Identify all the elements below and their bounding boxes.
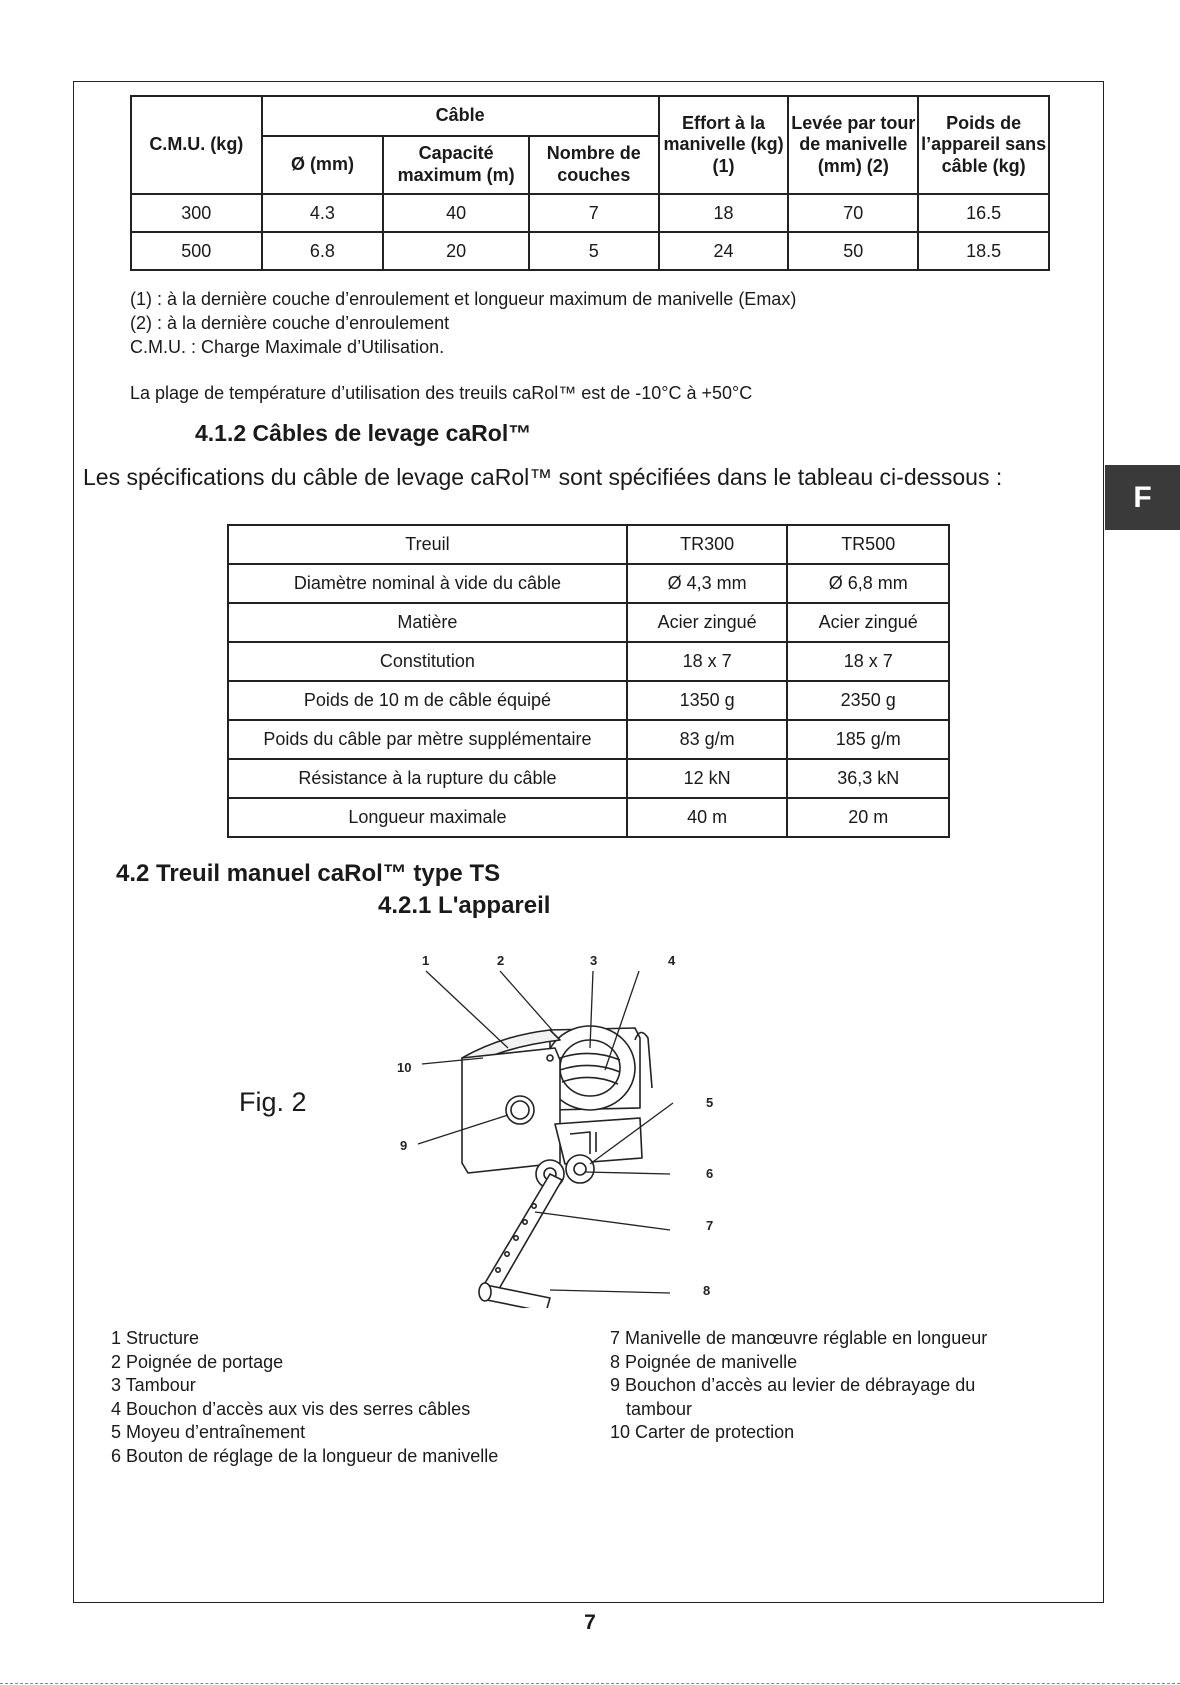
cell: 18 x 7: [787, 642, 949, 681]
callout-8: 8: [703, 1283, 711, 1298]
legend-right: [610, 1327, 987, 1445]
header-diameter: Ø (mm): [262, 136, 384, 194]
table-row: [131, 232, 1049, 270]
cell: Poids du câble par mètre supplémentaire: [228, 720, 627, 759]
note-cmu: C.M.U. : Charge Maximale d’Utilisation.: [130, 337, 445, 357]
legend-item: 8 Poignée de manivelle: [610, 1351, 798, 1372]
callout-9: 9: [400, 1138, 408, 1153]
legend-item: 6 Bouton de réglage de la longueur de manivelle: [111, 1445, 499, 1466]
cell: 185 g/m: [787, 720, 949, 759]
note-1: (1) : à la dernière couche d’enroulement et longueur maximum de manivelle (Emax): [130, 289, 797, 309]
cell: Résistance à la rupture du câble: [228, 759, 627, 798]
legend-item: 7 Manivelle de manœuvre réglable en longueur: [610, 1328, 988, 1348]
cell: 500: [131, 232, 262, 270]
header-effort: Effort à la manivelle (kg) (1): [659, 96, 789, 194]
header-lift: Levée par tour de manivelle (mm) (2): [788, 96, 918, 194]
header-cable-group: Câble: [262, 96, 659, 136]
callout-2: 2: [497, 953, 505, 968]
cell: 12 kN: [627, 759, 788, 798]
cell: Treuil: [228, 525, 627, 564]
legend-item: 1 Structure: [111, 1328, 200, 1348]
cell: 18 x 7: [627, 642, 788, 681]
legend-item: 10 Carter de protection: [610, 1422, 795, 1442]
cable-specs-table: [227, 524, 950, 838]
legend-item: tambour: [626, 1398, 693, 1419]
table-row: [228, 603, 949, 642]
cell: 20: [383, 232, 529, 270]
cell: Diamètre nominal à vide du câble: [228, 564, 627, 603]
section-412-intro: Les spécifications du câble de levage caRol™ sont spécifiées dans le tableau ci-dessous :: [83, 464, 1003, 490]
cell: 18: [659, 194, 789, 232]
callout-3: 3: [590, 953, 598, 968]
figure-label: Fig. 2: [239, 1087, 307, 1117]
cell: Acier zingué: [787, 603, 949, 642]
table-row: [228, 798, 949, 837]
legend-item: 4 Bouchon d’accès aux vis des serres câbles: [111, 1398, 471, 1419]
cell: 70: [788, 194, 918, 232]
cell: 1350 g: [627, 681, 788, 720]
cell: 16.5: [918, 194, 1049, 232]
cell: 36,3 kN: [787, 759, 949, 798]
section-421-title: 4.2.1 L'appareil: [378, 892, 551, 919]
cell: Ø 4,3 mm: [627, 564, 788, 603]
cell: Constitution: [228, 642, 627, 681]
legend-left: [111, 1327, 498, 1468]
callout-1: 1: [422, 953, 430, 968]
cell: 18.5: [918, 232, 1049, 270]
cell: Acier zingué: [627, 603, 788, 642]
language-tab: F: [1105, 465, 1180, 530]
table-row: [228, 564, 949, 603]
cell: TR500: [787, 525, 949, 564]
header-capacity: Capacité maximum (m): [383, 136, 529, 194]
table-row: [228, 759, 949, 798]
table-row: [228, 642, 949, 681]
page-number: 7: [584, 1611, 596, 1634]
callout-7: 7: [706, 1218, 714, 1233]
cell: Matière: [228, 603, 627, 642]
callout-5: 5: [706, 1095, 714, 1110]
winch-specs-table: [130, 95, 1050, 271]
table-row: [228, 681, 949, 720]
callout-10: 10: [397, 1060, 412, 1075]
cell: 6.8: [262, 232, 384, 270]
table-row: [228, 720, 949, 759]
cell: 40 m: [627, 798, 788, 837]
legend-item: 5 Moyeu d’entraînement: [111, 1422, 306, 1442]
cell: 7: [529, 194, 659, 232]
cell: 4.3: [262, 194, 384, 232]
cell: Poids de 10 m de câble équipé: [228, 681, 627, 720]
cell: 20 m: [787, 798, 949, 837]
temperature-note: La plage de température d’utilisation des treuils caRol™ est de -10°C à +50°C: [130, 383, 753, 403]
section-412-title: 4.1.2 Câbles de levage caRol™: [195, 420, 532, 446]
header-layers: Nombre de couches: [529, 136, 659, 194]
cell: 40: [383, 194, 529, 232]
callout-6: 6: [706, 1166, 714, 1181]
table-row: [131, 194, 1049, 232]
table-row: [228, 525, 949, 564]
legend-item: 3 Tambour: [111, 1375, 196, 1395]
header-weight: Poids de l’appareil sans câble (kg): [918, 96, 1049, 194]
cell: TR300: [627, 525, 788, 564]
cell: 50: [788, 232, 918, 270]
cell: 5: [529, 232, 659, 270]
callout-4: 4: [668, 953, 676, 968]
cell: 83 g/m: [627, 720, 788, 759]
legend-item: 9 Bouchon d’accès au levier de débrayage du: [610, 1375, 976, 1395]
winch-diagram: [390, 948, 730, 1308]
bottom-rule: [0, 1683, 1180, 1684]
cell: Longueur maximale: [228, 798, 627, 837]
section-42-title: 4.2 Treuil manuel caRol™ type TS: [116, 860, 501, 887]
legend-item: 2 Poignée de portage: [111, 1351, 284, 1372]
table-notes: [130, 287, 796, 359]
cell: 2350 g: [787, 681, 949, 720]
cell: 300: [131, 194, 262, 232]
note-2: (2) : à la dernière couche d’enroulement: [130, 313, 450, 333]
cell: 24: [659, 232, 789, 270]
header-cmu: C.M.U. (kg): [131, 96, 262, 194]
cell: Ø 6,8 mm: [787, 564, 949, 603]
